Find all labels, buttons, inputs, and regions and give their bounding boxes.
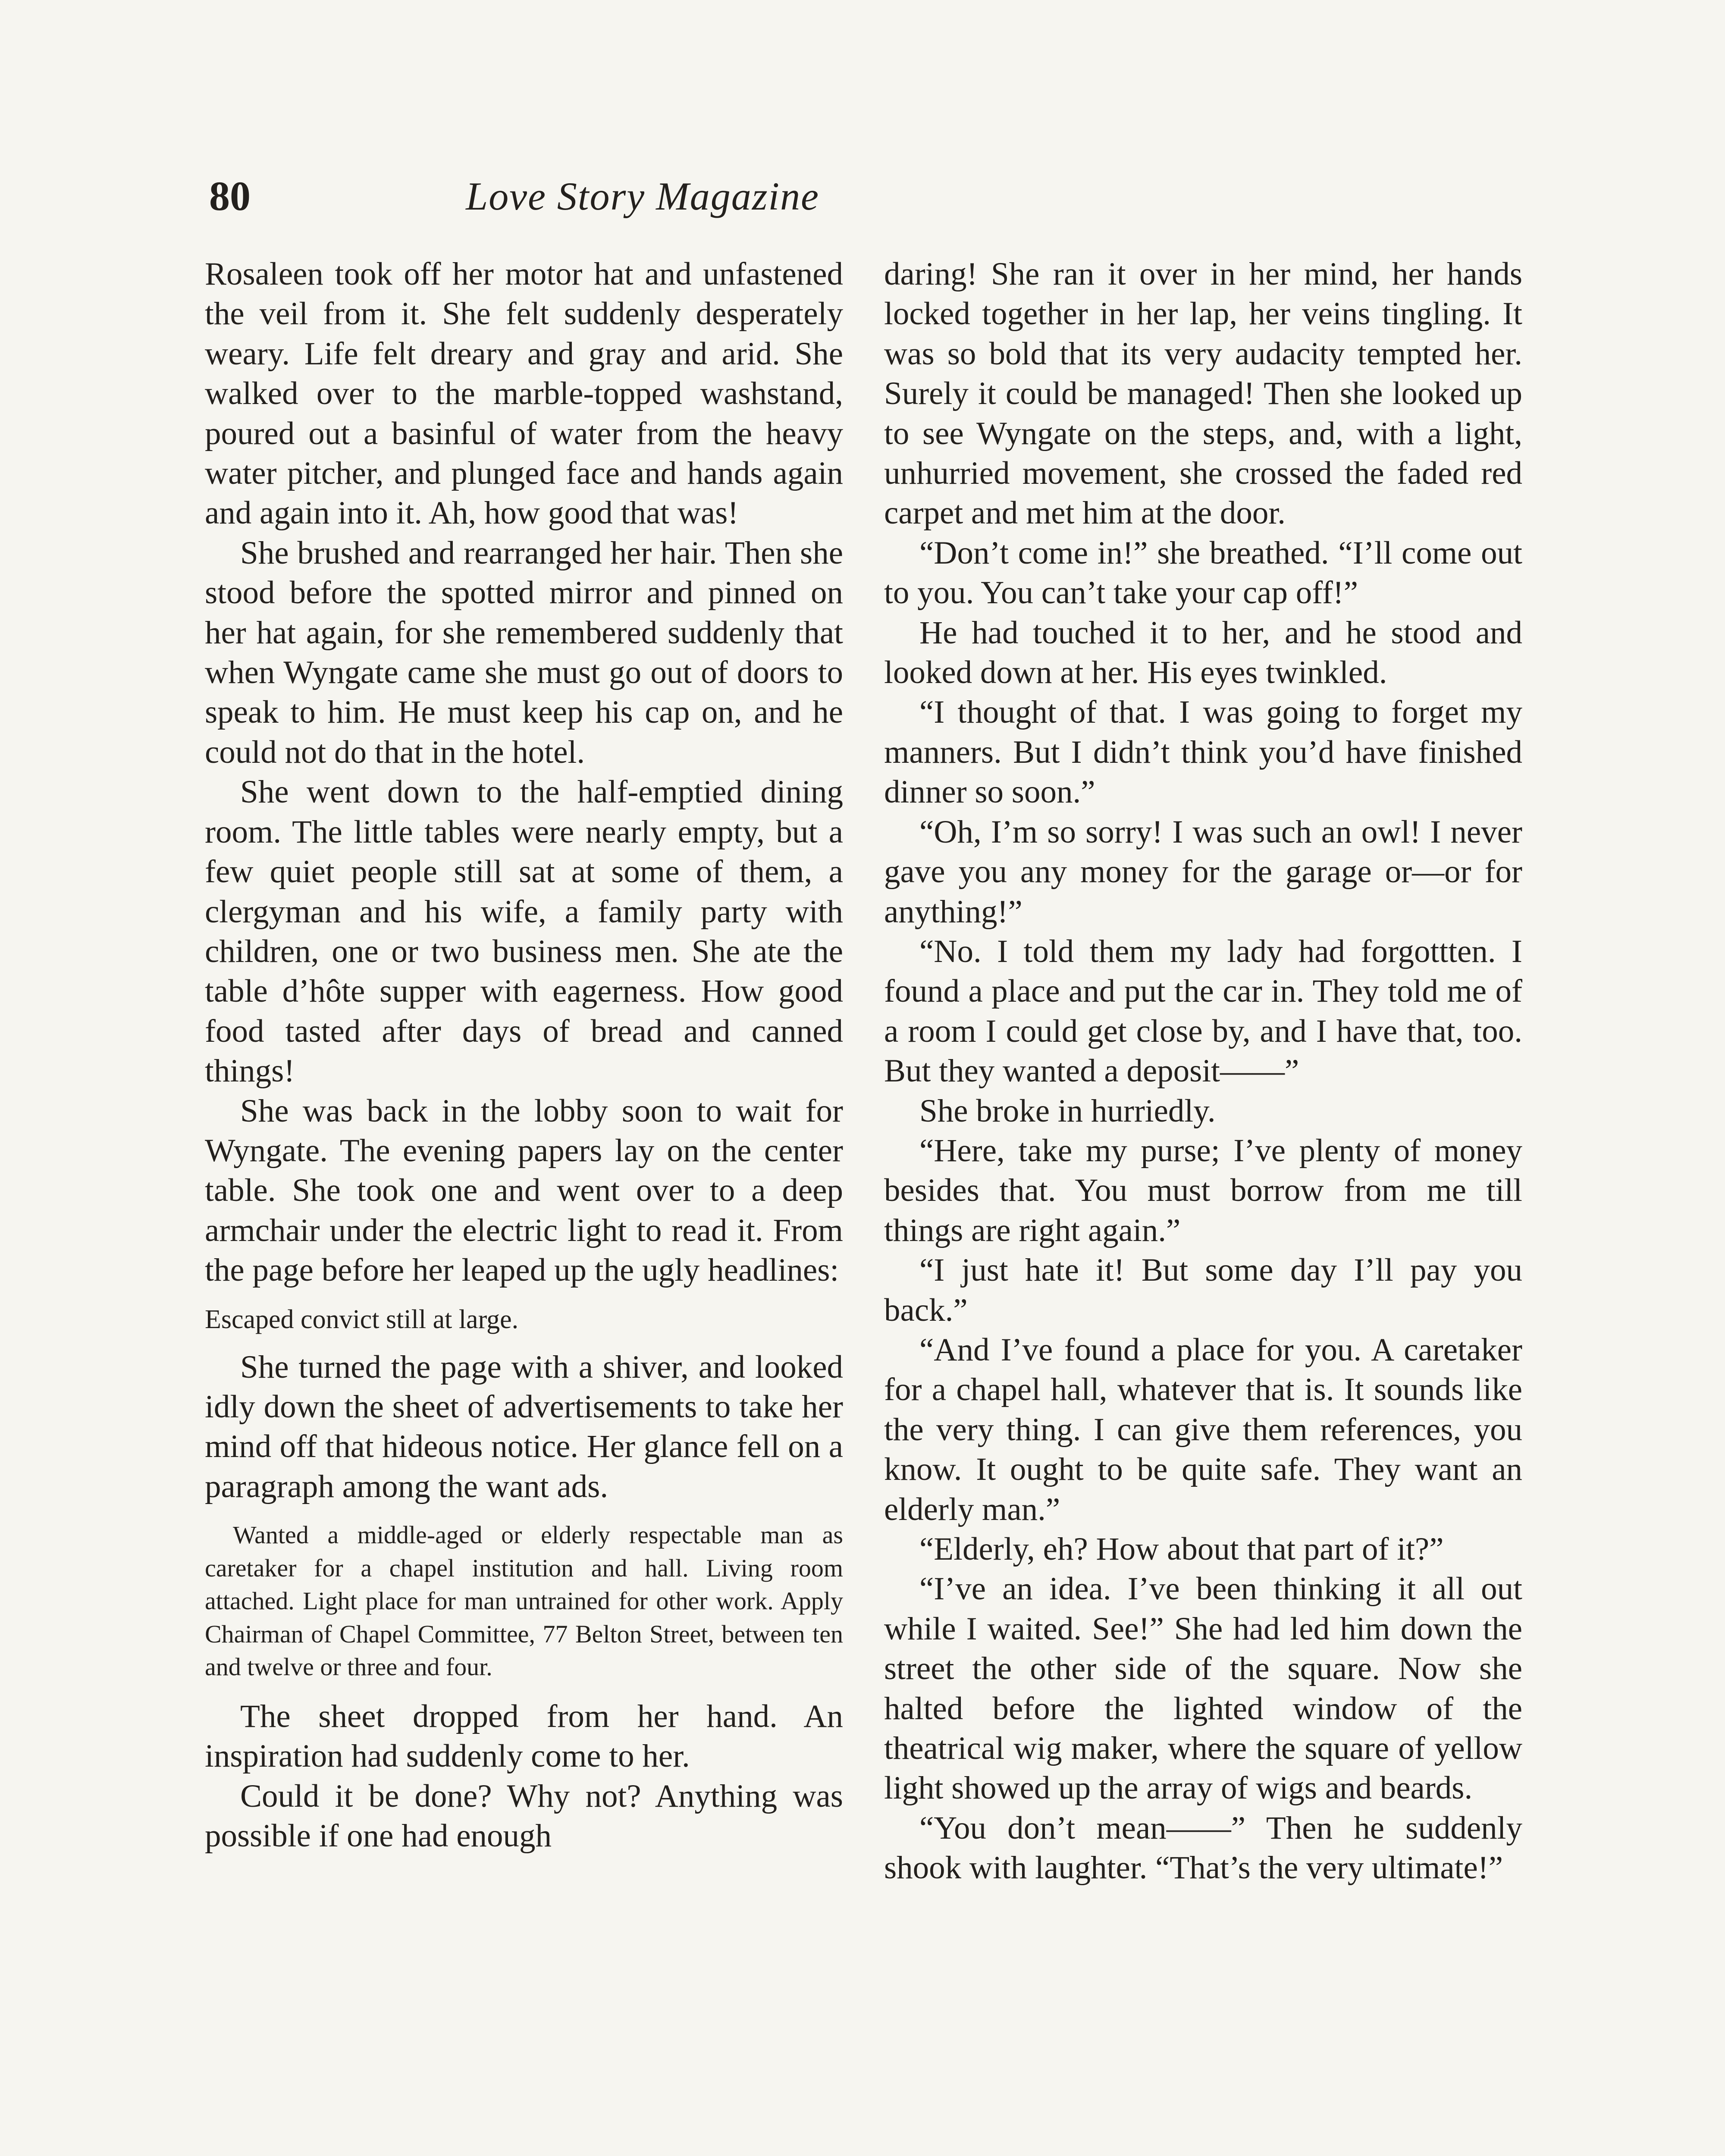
paragraph: daring! She ran it over in her mind, her hands locked together in her lap, her veins tingling. It was so bold that its very audacity tempted her. Surely it could be managed! Then she looked up to see Wyngate on the steps, and, with a light, unhurried movement, she crossed the faded red carpet and met him at the door. [884, 256, 1522, 531]
paragraph: “I just hate it! But some day I’ll pay you back.” [884, 1252, 1522, 1328]
paragraph: “You don’t mean——” Then he suddenly shook with laughter. “That’s the very ultimate!” [884, 1810, 1522, 1886]
paragraph: “Here, take my purse; I’ve plenty of money besides that. You must borrow from me till things are right again.” [884, 1132, 1522, 1248]
paragraph: “No. I told them my lady had forgottten. I found a place and put the car in. They told me of a room I could get close by, and I have that, too. But they wanted a deposit——” [884, 933, 1522, 1089]
left-column [205, 254, 843, 1856]
paragraph: The sheet dropped from her hand. An inspiration had suddenly come to her. [205, 1698, 843, 1774]
paragraph: He had touched it to her, and he stood and looked down at her. His eyes twinkled. [884, 614, 1522, 691]
paragraph: She turned the page with a shiver, and looked idly down the sheet of advertisements to take her mind off that hideous notice. Her glance fell on a paragraph among the want ads. [205, 1349, 843, 1504]
paragraph: Could it be done? Why not? Anything was possible if one had enough [205, 1778, 843, 1854]
paragraph: “Elderly, eh? How about that part of it?” [919, 1531, 1444, 1567]
page-header [209, 168, 1076, 224]
running-title: Love Story Magazine [466, 174, 819, 218]
paragraph: “I’ve an idea. I’ve been thinking it all out while I waited. See!” She had led him down the street the other side of the square. Now she halted before the lighted window of the theatrical wig maker, where the square of yellow light showed up the array of wigs and beards. [884, 1571, 1522, 1806]
paragraph: She went down to the half-emptied dining room. The little tables were nearly empty, but a few quiet people still sat at some of them, a clergyman and his wife, a family party with children, one or two business men. She ate the table d’hôte supper with eagerness. How good food tasted after days of bread and canned things! [205, 774, 843, 1089]
paragraph: “Oh, I’m so sorry! I was such an owl! I never gave you any money for the garage or—or for anything!” [884, 814, 1522, 930]
paragraph: She was back in the lobby soon to wait for Wyngate. The evening papers lay on the center table. She took one and went over to a deep armchair under the electric light to read it. From the page before her leaped up the ugly headlines: [205, 1093, 843, 1288]
paragraph: “And I’ve found a place for you. A caretaker for a chapel hall, whatever that is. It sounds like the very thing. I can give them references, you know. It ought to be quite safe. They want an elderly man.” [884, 1332, 1522, 1527]
page-number: 80 [209, 173, 251, 219]
paragraph: “Don’t come in!” she breathed. “I’ll come out to you. You can’t take your cap off!” [884, 535, 1522, 611]
newspaper-headline: Escaped convict still at large. [205, 1304, 519, 1334]
want-ad: Wanted a middle-aged or elderly respectable man as caretaker for a chapel institution and hall. Living room attached. Light place for man untrained for other work. Apply Chairman of Chapel Committee, 77 Belton Street, between ten and twelve or three and four. [205, 1521, 843, 1681]
right-column [884, 254, 1522, 1888]
paragraph: She brushed and rearranged her hair. Then she stood before the spotted mirror and pinned on her hat again, for she remembered suddenly that when Wyngate came she must go out of doors to speak to him. He must keep his cap on, and he could not do that in the hotel. [205, 535, 843, 770]
paragraph: “I thought of that. I was going to forget my manners. But I didn’t think you’d have finished dinner so soon.” [884, 694, 1522, 810]
paragraph: Rosaleen took off her motor hat and unfastened the veil from it. She felt suddenly desperately weary. Life felt dreary and gray and arid. She walked over to the marble-topped washstand, poured out a basinful of water from the heavy water pitcher, and plunged face and hands again and again into it. Ah, how good that was! [205, 256, 843, 531]
paragraph: She broke in hurriedly. [919, 1093, 1216, 1129]
